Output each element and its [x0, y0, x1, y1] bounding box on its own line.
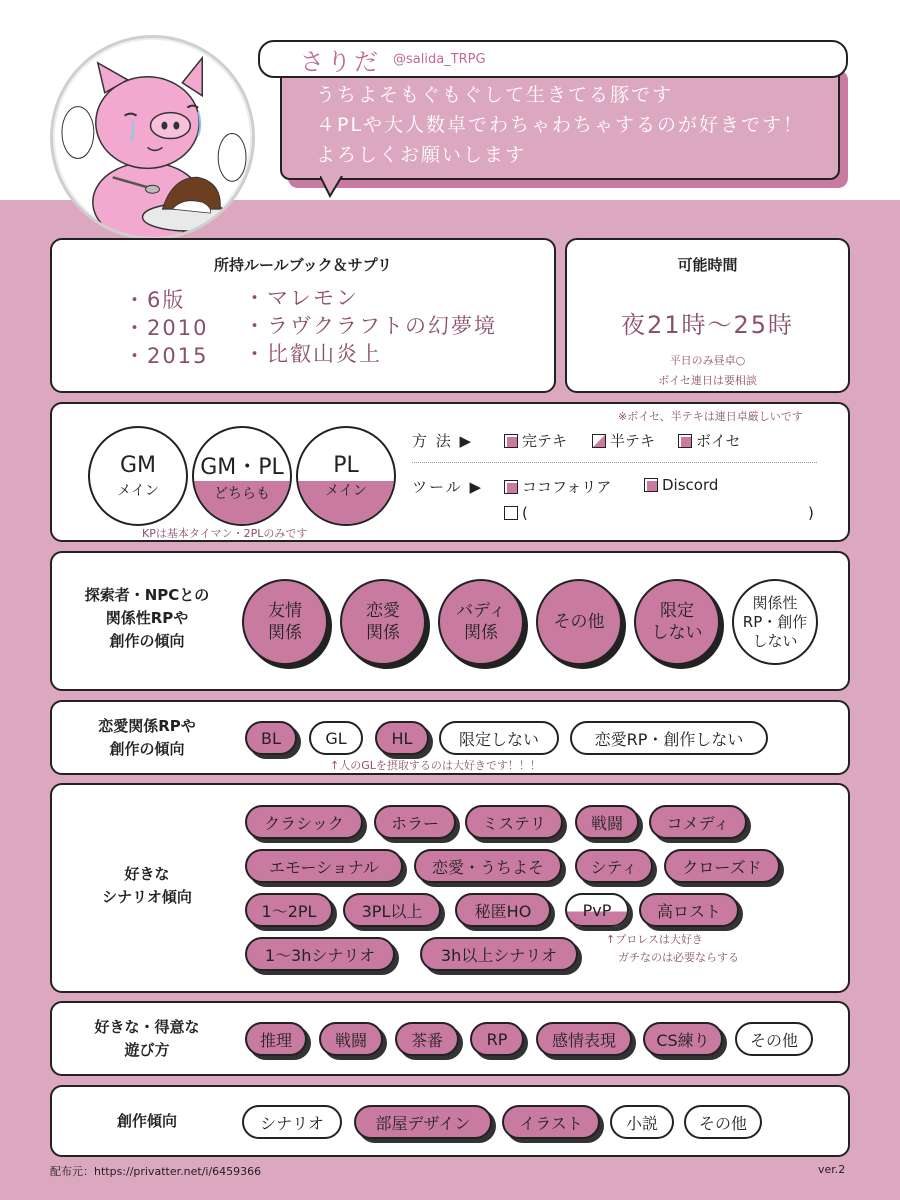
rulebook-item: ・2010 [124, 316, 209, 340]
availability-title: 可能時間 [677, 256, 738, 274]
tool-label: ツール ▶ [412, 478, 484, 496]
pill-classic[interactable]: クラシック [245, 805, 363, 839]
romance-label-1: 恋愛関係RPや [98, 717, 196, 735]
rulebook-card [50, 238, 556, 393]
checkbox-icon[interactable] [592, 434, 606, 448]
pvp-note-2: ガチなのは必要ならする [618, 951, 739, 964]
pill-novel[interactable]: 小説 [610, 1105, 674, 1139]
bubble-text: 関係 [268, 623, 302, 643]
bubble-text: 限定 [660, 601, 694, 621]
pill-combat[interactable]: 戦闘 [319, 1022, 383, 1056]
pill-comedy[interactable]: コメディ [649, 805, 747, 839]
relationship-card [50, 551, 850, 691]
pill-horror[interactable]: ホラー [374, 805, 456, 839]
bubble-text: しない [752, 631, 798, 650]
bubble-text: 友情 [268, 601, 302, 621]
pill-emotion[interactable]: 感情表現 [536, 1022, 632, 1056]
pill-scenario[interactable]: シナリオ [242, 1105, 342, 1139]
availability-card [565, 238, 850, 393]
bubble-tail-icon [320, 176, 346, 198]
relationship-label-3: 創作の傾向 [109, 632, 185, 650]
rulebook-item: ・2015 [124, 344, 209, 368]
gm-pl-label: GM・PL [200, 454, 284, 480]
method-voice-label: ボイセ [696, 432, 741, 450]
pvp-note-1: ↑プロレスは大好き [606, 933, 703, 946]
gm-main-sub: メイン [117, 482, 159, 499]
pig-avatar-icon [53, 38, 252, 237]
method-label: 方 法 ▶ [412, 432, 474, 450]
bubble-friendship[interactable] [242, 579, 328, 665]
bubble-none[interactable] [732, 579, 818, 665]
bubble-text: RP・創作 [742, 612, 808, 631]
pill-farce[interactable]: 茶番 [395, 1022, 459, 1056]
creation-card [50, 1085, 850, 1157]
footer-source: 配布元：https://privatter.net/i/6459366 [50, 1165, 262, 1178]
footer-version: ver.2 [818, 1163, 846, 1176]
bio-line-2: ４PLや大人数卓でわちゃわちゃするのが好きです！ [316, 114, 805, 136]
rulebook-list-2 [244, 284, 497, 368]
gm-main-label: GM [119, 452, 157, 478]
gm-pl-circle [192, 426, 292, 526]
pl-main-label: PL [333, 452, 359, 478]
scenario-card [50, 783, 850, 993]
method-text-label: 完テキ [522, 432, 568, 450]
pill-3pl-plus[interactable]: 3PL以上 [343, 893, 441, 927]
playstyle-label [72, 1016, 222, 1062]
tool-discord-option[interactable] [644, 476, 718, 494]
pill-city[interactable]: シティ [575, 849, 653, 883]
bubble-buddy[interactable] [438, 579, 524, 665]
supplement-item: ・ラヴクラフトの幻夢境 [244, 314, 497, 338]
bubble-text: しない [651, 623, 703, 643]
pill-closed[interactable]: クローズド [664, 849, 780, 883]
pill-pvp[interactable]: PvP [565, 893, 629, 927]
tool-other-label: ( [522, 504, 528, 522]
availability-note-1: 平日のみ昼卓○ [669, 354, 746, 367]
avatar [50, 35, 255, 240]
tool-discord-label: Discord [662, 476, 719, 494]
play-mode-card [50, 402, 850, 542]
pill-secret-ho[interactable]: 秘匿HO [455, 893, 551, 927]
pill-short-scenario[interactable]: 1〜3hシナリオ [245, 937, 395, 971]
bubble-text: 恋愛 [366, 601, 400, 621]
bubble-text: バディ [456, 601, 506, 621]
gm-pl-sub: どちらも [214, 485, 270, 502]
method-semi-option[interactable] [592, 430, 655, 451]
method-voice-option[interactable] [678, 430, 741, 451]
pill-bl[interactable]: BL [245, 721, 297, 755]
availability-time: 夜21時〜25時 [620, 311, 795, 339]
kp-note: KPは基本タイマン・2PLのみです [142, 527, 308, 540]
playstyle-label-2: 遊び方 [124, 1041, 170, 1059]
bubble-text: 関係性 [752, 593, 798, 612]
bio-line-1: うちよそもぐもぐして生きてる豚です [316, 84, 674, 106]
creation-label: 創作傾向 [116, 1112, 177, 1130]
scenario-label [72, 863, 222, 909]
pill-long-scenario[interactable]: 3h以上シナリオ [420, 937, 578, 971]
pill-battle[interactable]: 戦闘 [575, 805, 639, 839]
pill-no-limit[interactable]: 限定しない [439, 721, 559, 755]
tool-other-close: ) [808, 504, 814, 522]
pill-romance-oc[interactable]: 恋愛・うちよそ [414, 849, 562, 883]
playstyle-label-1: 好きな・得意な [94, 1018, 200, 1036]
divider [412, 462, 817, 463]
bubble-romance[interactable] [340, 579, 426, 665]
bubble-text: 関係 [463, 623, 498, 643]
pill-cs-build[interactable]: CS練り [643, 1022, 723, 1056]
availability-note-2: ボイセ連日は要相談 [658, 374, 757, 387]
checkbox-icon[interactable] [644, 478, 658, 492]
pill-illustration[interactable]: イラスト [502, 1105, 600, 1139]
bubble-no-limit[interactable] [634, 579, 720, 665]
supplement-item: ・マレモン [244, 286, 359, 310]
pill-no-romance[interactable]: 恋愛RP・創作しない [570, 721, 768, 755]
scenario-label-2: シナリオ傾向 [102, 888, 192, 906]
method-text-option[interactable] [504, 430, 567, 451]
pill-emotional[interactable]: エモーショナル [245, 849, 403, 883]
pill-gl[interactable]: GL [309, 721, 363, 755]
rulebook-list-1 [124, 286, 208, 370]
pill-creation-other[interactable]: その他 [684, 1105, 762, 1139]
relationship-label-1: 探索者・NPCとの [84, 586, 210, 604]
method-semi-label: 半テキ [610, 432, 656, 450]
pill-rp[interactable]: RP [470, 1022, 524, 1056]
checkbox-icon[interactable] [504, 506, 518, 520]
pill-high-lost[interactable]: 高ロスト [639, 893, 739, 927]
bubble-text: その他 [553, 612, 605, 632]
checkbox-icon[interactable] [678, 434, 692, 448]
pill-play-other[interactable]: その他 [735, 1022, 813, 1056]
checkbox-icon[interactable] [504, 434, 518, 448]
pill-mystery[interactable]: ミステリ [465, 805, 563, 839]
profile-handle: @salida_TRPG [393, 51, 486, 67]
romance-label-2: 創作の傾向 [109, 740, 185, 758]
tool-other-option[interactable] [504, 504, 528, 522]
scenario-label-1: 好きな [124, 865, 170, 883]
profile-name: さりだ [300, 47, 381, 76]
session-note: ※ボイセ、半テキは連日卓厳しいです [618, 410, 803, 423]
pl-main-sub: メイン [325, 482, 367, 499]
gm-main-circle [88, 426, 188, 526]
tool-cocofolia-label: ココフォリア [522, 478, 612, 496]
bubble-other[interactable] [536, 579, 622, 665]
pl-main-circle [296, 426, 396, 526]
playstyle-card [50, 1001, 850, 1076]
relationship-label [72, 584, 222, 653]
name-tab [258, 40, 848, 78]
rulebook-item: ・6版 [124, 288, 186, 312]
pill-deduction[interactable]: 推理 [245, 1022, 307, 1056]
bubble-text: 関係 [366, 623, 400, 643]
checkbox-icon[interactable] [504, 480, 518, 494]
supplement-item: ・比叡山炎上 [244, 342, 382, 366]
pill-hl[interactable]: HL [375, 721, 429, 755]
rulebook-title: 所持ルールブック＆サプリ [213, 256, 393, 274]
pill-room-design[interactable]: 部屋デザイン [354, 1105, 492, 1139]
relationship-label-2: 関係性RPや [105, 609, 189, 627]
romance-label [72, 715, 222, 761]
romance-note: ↑人のGLを摂取するのは大好きです！！！ [330, 759, 541, 772]
bio-line-3: よろしくお願いします [316, 144, 527, 166]
pill-1-2pl[interactable]: 1〜2PL [245, 893, 333, 927]
tool-cocofolia-option[interactable] [504, 476, 611, 497]
bio-bubble [280, 62, 840, 180]
